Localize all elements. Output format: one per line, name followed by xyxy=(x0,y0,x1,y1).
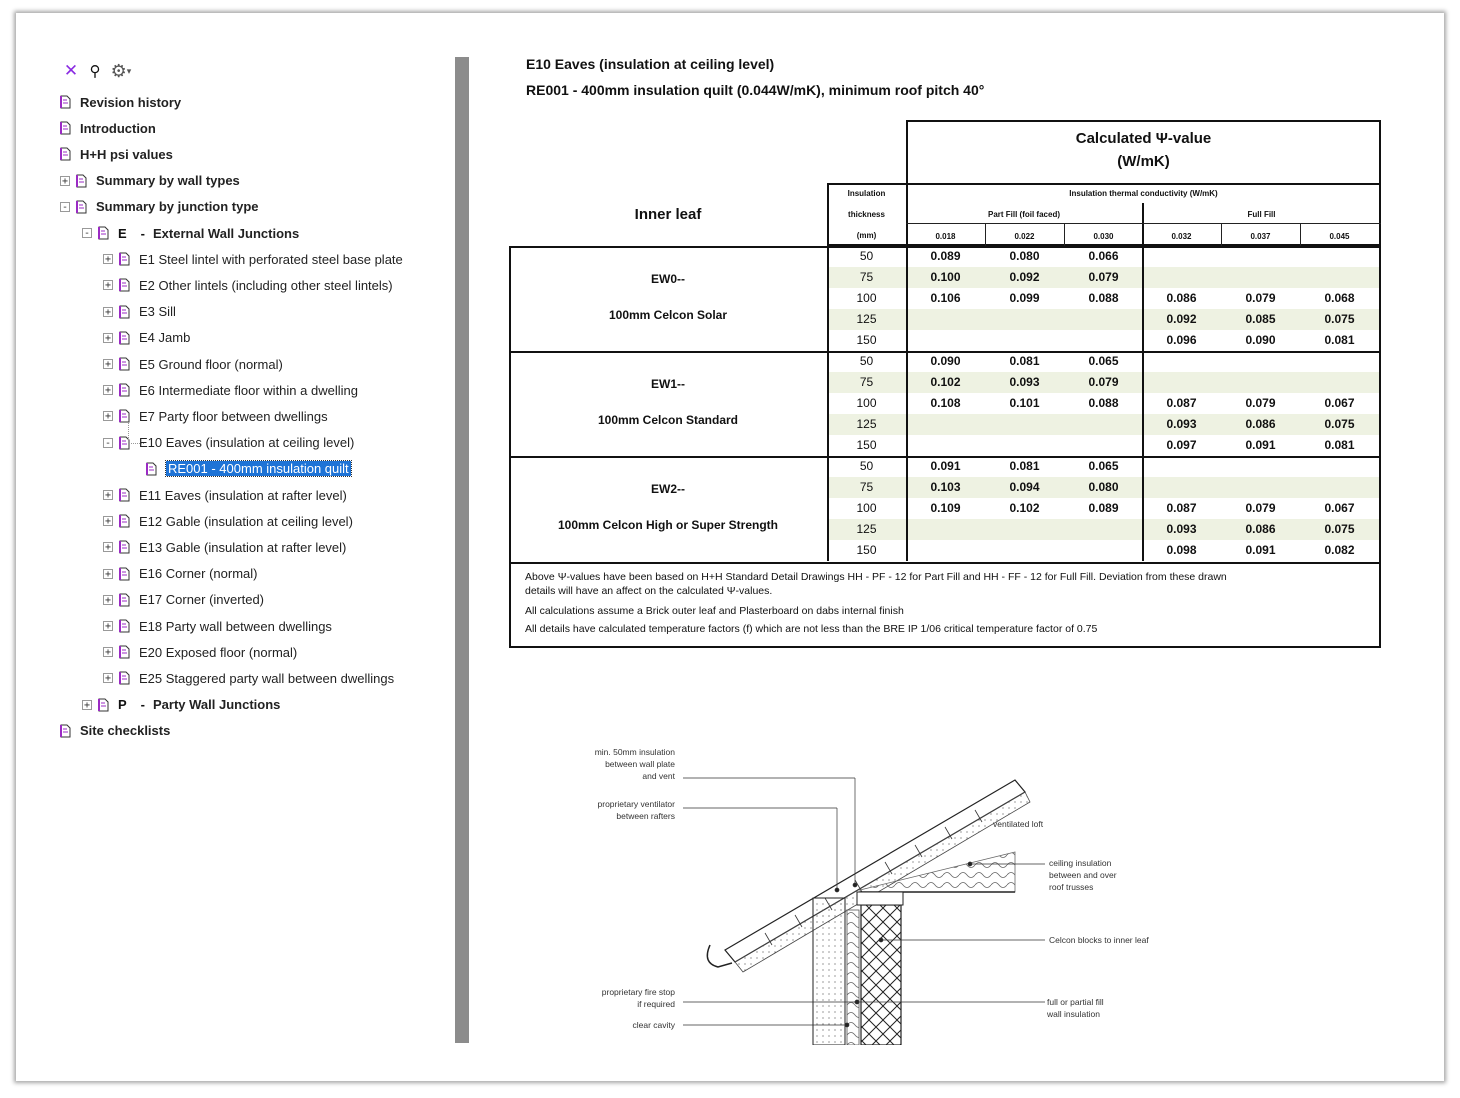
thickness-cell: 50 xyxy=(859,459,874,473)
thickness-cell: 150 xyxy=(856,543,877,557)
bookmark-label: E10 Eaves (insulation at ceiling level) xyxy=(139,435,355,451)
psi-value-cell: 0.066 xyxy=(1088,249,1119,263)
group-dash: - xyxy=(140,225,146,241)
inner-leaf-header: Inner leaf xyxy=(634,206,702,223)
label-line: and vent xyxy=(642,771,675,781)
expand-icon[interactable]: + xyxy=(104,411,112,423)
tree-item-junction[interactable] xyxy=(103,483,347,507)
thickness-header: (mm) xyxy=(856,231,877,240)
label-line: ceiling insulation xyxy=(1049,858,1112,868)
conductivity-value: 0.032 xyxy=(1171,232,1192,241)
group-divider xyxy=(509,351,1381,353)
psi-value-cell: 0.098 xyxy=(1166,543,1197,557)
tree-item-psi-values[interactable] xyxy=(60,142,173,166)
psi-value-cell: 0.080 xyxy=(1088,480,1119,494)
page-title: E10 Eaves (insulation at ceiling level) xyxy=(526,56,775,72)
expand-icon[interactable]: + xyxy=(104,385,112,397)
bookmark-label: Revision history xyxy=(80,94,182,110)
bookmark-label: E12 Gable (insulation at ceiling level) xyxy=(139,513,353,529)
bookmark-label: E11 Eaves (insulation at rafter level) xyxy=(139,487,347,503)
expand-icon[interactable]: + xyxy=(104,359,112,370)
bookmark-page-icon xyxy=(119,331,130,345)
bookmark-label: E13 Gable (insulation at rafter level) xyxy=(139,539,347,555)
row-divider xyxy=(906,223,1381,224)
label-line: proprietary fire stop xyxy=(601,987,675,997)
bookmark-page-icon xyxy=(119,567,130,581)
gear-icon[interactable] xyxy=(110,62,132,80)
psi-value-cell: 0.090 xyxy=(1245,333,1276,347)
wall-code: EW1-- xyxy=(651,377,685,391)
tree-item-re001[interactable] xyxy=(146,457,351,481)
bookmark-page-icon xyxy=(146,462,157,476)
tree-item-party-wall-junctions[interactable] xyxy=(82,693,280,717)
psi-value-cell: 0.103 xyxy=(930,480,961,494)
psi-value-cell: 0.082 xyxy=(1324,543,1355,557)
psi-value-cell: 0.094 xyxy=(1009,480,1040,494)
bookmark-page-icon xyxy=(119,488,130,502)
bookmark-page-icon xyxy=(119,514,130,528)
thickness-cell: 150 xyxy=(856,438,877,452)
conductivity-value: 0.045 xyxy=(1329,232,1350,241)
thickness-cell: 75 xyxy=(859,270,874,284)
tree-item-junction[interactable] xyxy=(103,326,190,350)
psi-value-cell: 0.068 xyxy=(1324,291,1355,305)
tree-item-external-wall-junctions[interactable] xyxy=(82,221,299,245)
bookmark-label: E7 Party floor between dwellings xyxy=(139,408,328,424)
conductivity-header: Insulation thermal conductivity (W/mK) xyxy=(1069,189,1218,198)
part-fill-header: Part Fill (foil faced) xyxy=(987,210,1060,219)
bookmark-label: E6 Intermediate floor within a dwelling xyxy=(139,382,358,398)
tree-item-junction[interactable] xyxy=(103,300,176,324)
bookmark-label: Introduction xyxy=(80,120,156,136)
expand-icon[interactable]: + xyxy=(104,490,112,501)
psi-value-cell: 0.079 xyxy=(1245,396,1276,410)
tree-connector xyxy=(128,443,144,444)
collapse-icon[interactable]: - xyxy=(104,437,112,449)
psi-value-cell: 0.079 xyxy=(1245,501,1276,515)
psi-value-cell: 0.093 xyxy=(1009,375,1040,389)
bookmark-label: E3 Sill xyxy=(139,304,176,320)
psi-value-cell: 0.081 xyxy=(1009,354,1040,368)
tree-item-junction[interactable] xyxy=(103,640,297,664)
tree-item-summary-by-junction-type[interactable] xyxy=(60,195,259,219)
psi-value-cell: 0.106 xyxy=(930,291,961,305)
thickness-cell: 50 xyxy=(859,249,874,263)
gear-glyph: ⚙ xyxy=(110,60,127,81)
psi-value-cell: 0.081 xyxy=(1009,459,1040,473)
psi-value-cell: 0.065 xyxy=(1088,354,1119,368)
thickness-cell: 75 xyxy=(859,375,874,389)
label-line: roof trusses xyxy=(1049,882,1094,892)
bookmark-page-icon xyxy=(119,593,130,607)
tree-item-junction[interactable] xyxy=(103,535,346,559)
bookmark-page-icon xyxy=(98,698,109,712)
psi-value-cell: 0.091 xyxy=(1245,543,1276,557)
psi-value-cell: 0.075 xyxy=(1324,522,1355,536)
expand-icon[interactable]: + xyxy=(83,699,91,711)
bookmark-page-icon xyxy=(119,540,130,554)
group-prefix: P xyxy=(118,697,127,713)
conductivity-value: 0.022 xyxy=(1014,232,1035,241)
bookmark-page-icon xyxy=(119,278,130,292)
psi-value-cell: 0.097 xyxy=(1166,438,1197,452)
psi-value-cell: 0.102 xyxy=(930,375,961,389)
label-wall-insulation xyxy=(1047,996,1104,1020)
bookmark-page-icon xyxy=(119,383,130,397)
psi-value-cell: 0.088 xyxy=(1088,396,1119,410)
psi-value-cell: 0.090 xyxy=(930,354,961,368)
bookmark-label: E2 Other lintels (including other steel lintels) xyxy=(139,277,393,293)
tree-item-junction[interactable] xyxy=(103,509,353,533)
label-line: between rafters xyxy=(616,811,675,821)
bookmark-page-icon xyxy=(98,226,109,240)
label-line: if required xyxy=(637,999,675,1009)
thickness-cell: 125 xyxy=(856,522,877,536)
psi-header-line1: Calculated Ψ-value xyxy=(1075,130,1212,147)
eaves-detail-drawing xyxy=(575,740,1195,1045)
bookmark-label: E4 Jamb xyxy=(139,330,191,346)
label-line: proprietary ventilator xyxy=(597,799,675,809)
bookmark-label: E5 Ground floor (normal) xyxy=(139,356,283,372)
bookmark-page-icon xyxy=(119,252,130,266)
bookmark-page-icon xyxy=(60,95,71,109)
bookmark-page-icon xyxy=(119,305,130,319)
label-fire-stop xyxy=(575,986,675,1010)
tree-item-junction[interactable] xyxy=(103,588,264,612)
toolbar xyxy=(62,60,132,82)
tree-item-junction[interactable] xyxy=(103,352,283,376)
label-line: full or partial fill xyxy=(1047,997,1104,1007)
bookmark-label: RE001 - 400mm insulation quilt xyxy=(168,461,349,477)
bookmark-label: Summary by junction type xyxy=(96,199,259,215)
psi-value-cell: 0.079 xyxy=(1088,270,1119,284)
bookmark-label: E16 Corner (normal) xyxy=(139,566,258,582)
psi-value-cell: 0.092 xyxy=(1166,312,1197,326)
find-icon[interactable]: ⚲ xyxy=(89,63,101,80)
wall-name: 100mm Celcon Solar xyxy=(608,308,728,322)
psi-value-cell: 0.093 xyxy=(1166,522,1197,536)
psi-value-cell: 0.079 xyxy=(1245,291,1276,305)
thickness-cell: 75 xyxy=(859,480,874,494)
table-note: Above Ψ-values have been based on H+H Standard Detail Drawings HH - PF - 12 for Part Fill and HH - FF - 12 for Full Fill. Deviation from these drawn xyxy=(525,571,1227,583)
psi-value-cell: 0.108 xyxy=(930,396,961,410)
bookmark-label: Summary by wall types xyxy=(96,173,240,189)
psi-value-cell: 0.075 xyxy=(1324,417,1355,431)
conductivity-value: 0.037 xyxy=(1250,232,1271,241)
psi-value-cell: 0.087 xyxy=(1166,396,1197,410)
label-ventilated-loft: ventilated loft xyxy=(993,819,1044,829)
wall-code: EW2-- xyxy=(651,482,685,496)
wall-name: 100mm Celcon Standard xyxy=(597,413,739,427)
bookmark-label: E17 Corner (inverted) xyxy=(139,592,264,608)
page-subtitle: RE001 - 400mm insulation quilt (0.044W/mK), minimum roof pitch 40° xyxy=(526,82,985,98)
bookmark-page-icon xyxy=(76,174,87,188)
bookmark-label: E25 Staggered party wall between dwellings xyxy=(139,670,395,686)
bookmark-page-icon xyxy=(60,147,71,161)
psi-value-cell: 0.086 xyxy=(1245,522,1276,536)
psi-value-cell: 0.067 xyxy=(1324,396,1355,410)
group-divider xyxy=(509,456,1381,458)
expand-icon[interactable]: + xyxy=(104,280,112,292)
bookmark-page-icon xyxy=(119,357,130,371)
wall-name: 100mm Celcon High or Super Strength xyxy=(557,518,779,532)
expand-icon[interactable]: + xyxy=(61,175,69,187)
psi-value-cell: 0.089 xyxy=(1088,501,1119,515)
table-note: details will have an affect on the calculated Ψ-values. xyxy=(525,585,773,597)
psi-value-cell: 0.088 xyxy=(1088,291,1119,305)
pane-splitter[interactable] xyxy=(455,57,469,1043)
psi-value-cell: 0.091 xyxy=(1245,438,1276,452)
psi-value-table xyxy=(509,120,1381,645)
table-note: All details have calculated temperature factors (f) which are not less than the BRE IP 1/06 critical temperature factor of 0.75 xyxy=(525,623,1098,635)
psi-value-cell: 0.099 xyxy=(1009,291,1040,305)
bookmark-page-icon xyxy=(119,619,130,633)
label-wall-plate-insulation xyxy=(575,746,675,782)
conductivity-value: 0.030 xyxy=(1093,232,1114,241)
bookmark-page-icon xyxy=(119,671,130,685)
expand-icon[interactable]: + xyxy=(104,332,112,344)
label-line: between and over xyxy=(1049,870,1117,880)
group-prefix: E xyxy=(118,225,127,241)
psi-value-cell: 0.089 xyxy=(930,249,961,263)
thickness-header: thickness xyxy=(848,210,885,219)
thickness-cell: 125 xyxy=(856,312,877,326)
expand-icon[interactable]: + xyxy=(104,542,112,554)
tree-item-revision-history[interactable] xyxy=(60,90,181,114)
psi-value-cell: 0.080 xyxy=(1009,249,1040,263)
collapse-icon[interactable]: - xyxy=(61,201,69,213)
bookmark-label: External Wall Junctions xyxy=(153,225,300,241)
psi-value-cell: 0.093 xyxy=(1166,417,1197,431)
psi-value-cell: 0.079 xyxy=(1088,375,1119,389)
bookmark-label: Party Wall Junctions xyxy=(153,697,281,713)
psi-value-cell: 0.065 xyxy=(1088,459,1119,473)
expand-icon[interactable]: + xyxy=(104,594,112,606)
expand-icon[interactable]: + xyxy=(104,306,112,318)
psi-value-cell: 0.102 xyxy=(1009,501,1040,515)
tree-item-site-checklists[interactable] xyxy=(60,719,170,743)
label-celcon-blocks: Celcon blocks to inner leaf xyxy=(1049,935,1149,945)
expand-icon[interactable]: + xyxy=(104,647,112,659)
label-ventilator xyxy=(575,798,675,822)
chevron-down-icon: ▾ xyxy=(126,65,132,76)
psi-value-cell: 0.086 xyxy=(1245,417,1276,431)
bookmark-page-icon xyxy=(60,121,71,135)
tree-item-junction[interactable] xyxy=(103,378,358,402)
psi-value-cell: 0.087 xyxy=(1166,501,1197,515)
psi-value-cell: 0.092 xyxy=(1009,270,1040,284)
psi-header-line2: (W/mK) xyxy=(1117,153,1170,170)
bookmark-page-icon xyxy=(119,409,130,423)
psi-value-cell: 0.086 xyxy=(1166,291,1197,305)
psi-value-cell: 0.067 xyxy=(1324,501,1355,515)
label-clear-cavity: clear cavity xyxy=(632,1020,675,1030)
bookmark-label: E1 Steel lintel with perforated steel base plate xyxy=(139,251,403,267)
psi-value-cell: 0.101 xyxy=(1009,396,1040,410)
bookmark-page-icon xyxy=(119,645,130,659)
tree-connector xyxy=(128,422,129,442)
tree-item-junction[interactable] xyxy=(103,273,393,297)
thickness-cell: 100 xyxy=(856,291,877,305)
label-line: min. 50mm insulation xyxy=(594,747,675,757)
group-dash: - xyxy=(140,697,146,713)
tree-item-summary-by-wall-types[interactable] xyxy=(60,169,240,193)
thickness-cell: 100 xyxy=(856,396,877,410)
psi-value-cell: 0.096 xyxy=(1166,333,1197,347)
tree-item-introduction[interactable] xyxy=(60,116,156,140)
expand-icon[interactable]: + xyxy=(104,254,112,266)
bookmark-page-icon xyxy=(60,724,71,738)
tree-item-junction[interactable] xyxy=(103,247,403,271)
expand-icon[interactable]: + xyxy=(104,673,112,685)
conductivity-value: 0.018 xyxy=(935,232,956,241)
thickness-cell: 100 xyxy=(856,501,877,515)
thickness-cell: 50 xyxy=(859,354,874,368)
expand-icon[interactable]: + xyxy=(104,516,112,528)
collapse-icon[interactable]: - xyxy=(83,228,91,239)
thickness-header: Insulation xyxy=(847,189,886,198)
psi-value-cell: 0.085 xyxy=(1245,312,1276,326)
tree-item-junction[interactable] xyxy=(103,404,328,428)
label-ceiling-insulation xyxy=(1049,857,1117,893)
close-icon[interactable]: ✕ xyxy=(63,61,79,80)
bookmark-label: E18 Party wall between dwellings xyxy=(139,618,332,634)
bookmark-page-icon xyxy=(76,200,87,214)
tree-item-junction[interactable] xyxy=(103,562,258,586)
psi-value-cell: 0.075 xyxy=(1324,312,1355,326)
wall-code: EW0-- xyxy=(651,272,685,286)
psi-value-cell: 0.100 xyxy=(930,270,961,284)
label-line: wall insulation xyxy=(1047,1009,1100,1019)
bookmark-label: Site checklists xyxy=(80,723,171,739)
thickness-cell: 150 xyxy=(856,333,877,347)
bookmark-label: H+H psi values xyxy=(80,146,173,162)
psi-value-cell: 0.081 xyxy=(1324,333,1355,347)
expand-icon[interactable]: + xyxy=(104,568,112,580)
label-line: between wall plate xyxy=(605,759,675,769)
tree-item-junction[interactable] xyxy=(103,614,332,638)
table-note: All calculations assume a Brick outer leaf and Plasterboard on dabs internal finish xyxy=(525,605,904,617)
expand-icon[interactable]: + xyxy=(104,621,112,632)
thickness-cell: 125 xyxy=(856,417,877,431)
psi-value-cell: 0.091 xyxy=(930,459,961,473)
psi-value-cell: 0.081 xyxy=(1324,438,1355,452)
psi-value-cell: 0.109 xyxy=(930,501,961,515)
bookmark-label: E20 Exposed floor (normal) xyxy=(139,644,298,660)
full-fill-header: Full Fill xyxy=(1247,210,1276,219)
tree-item-junction[interactable] xyxy=(103,666,394,690)
